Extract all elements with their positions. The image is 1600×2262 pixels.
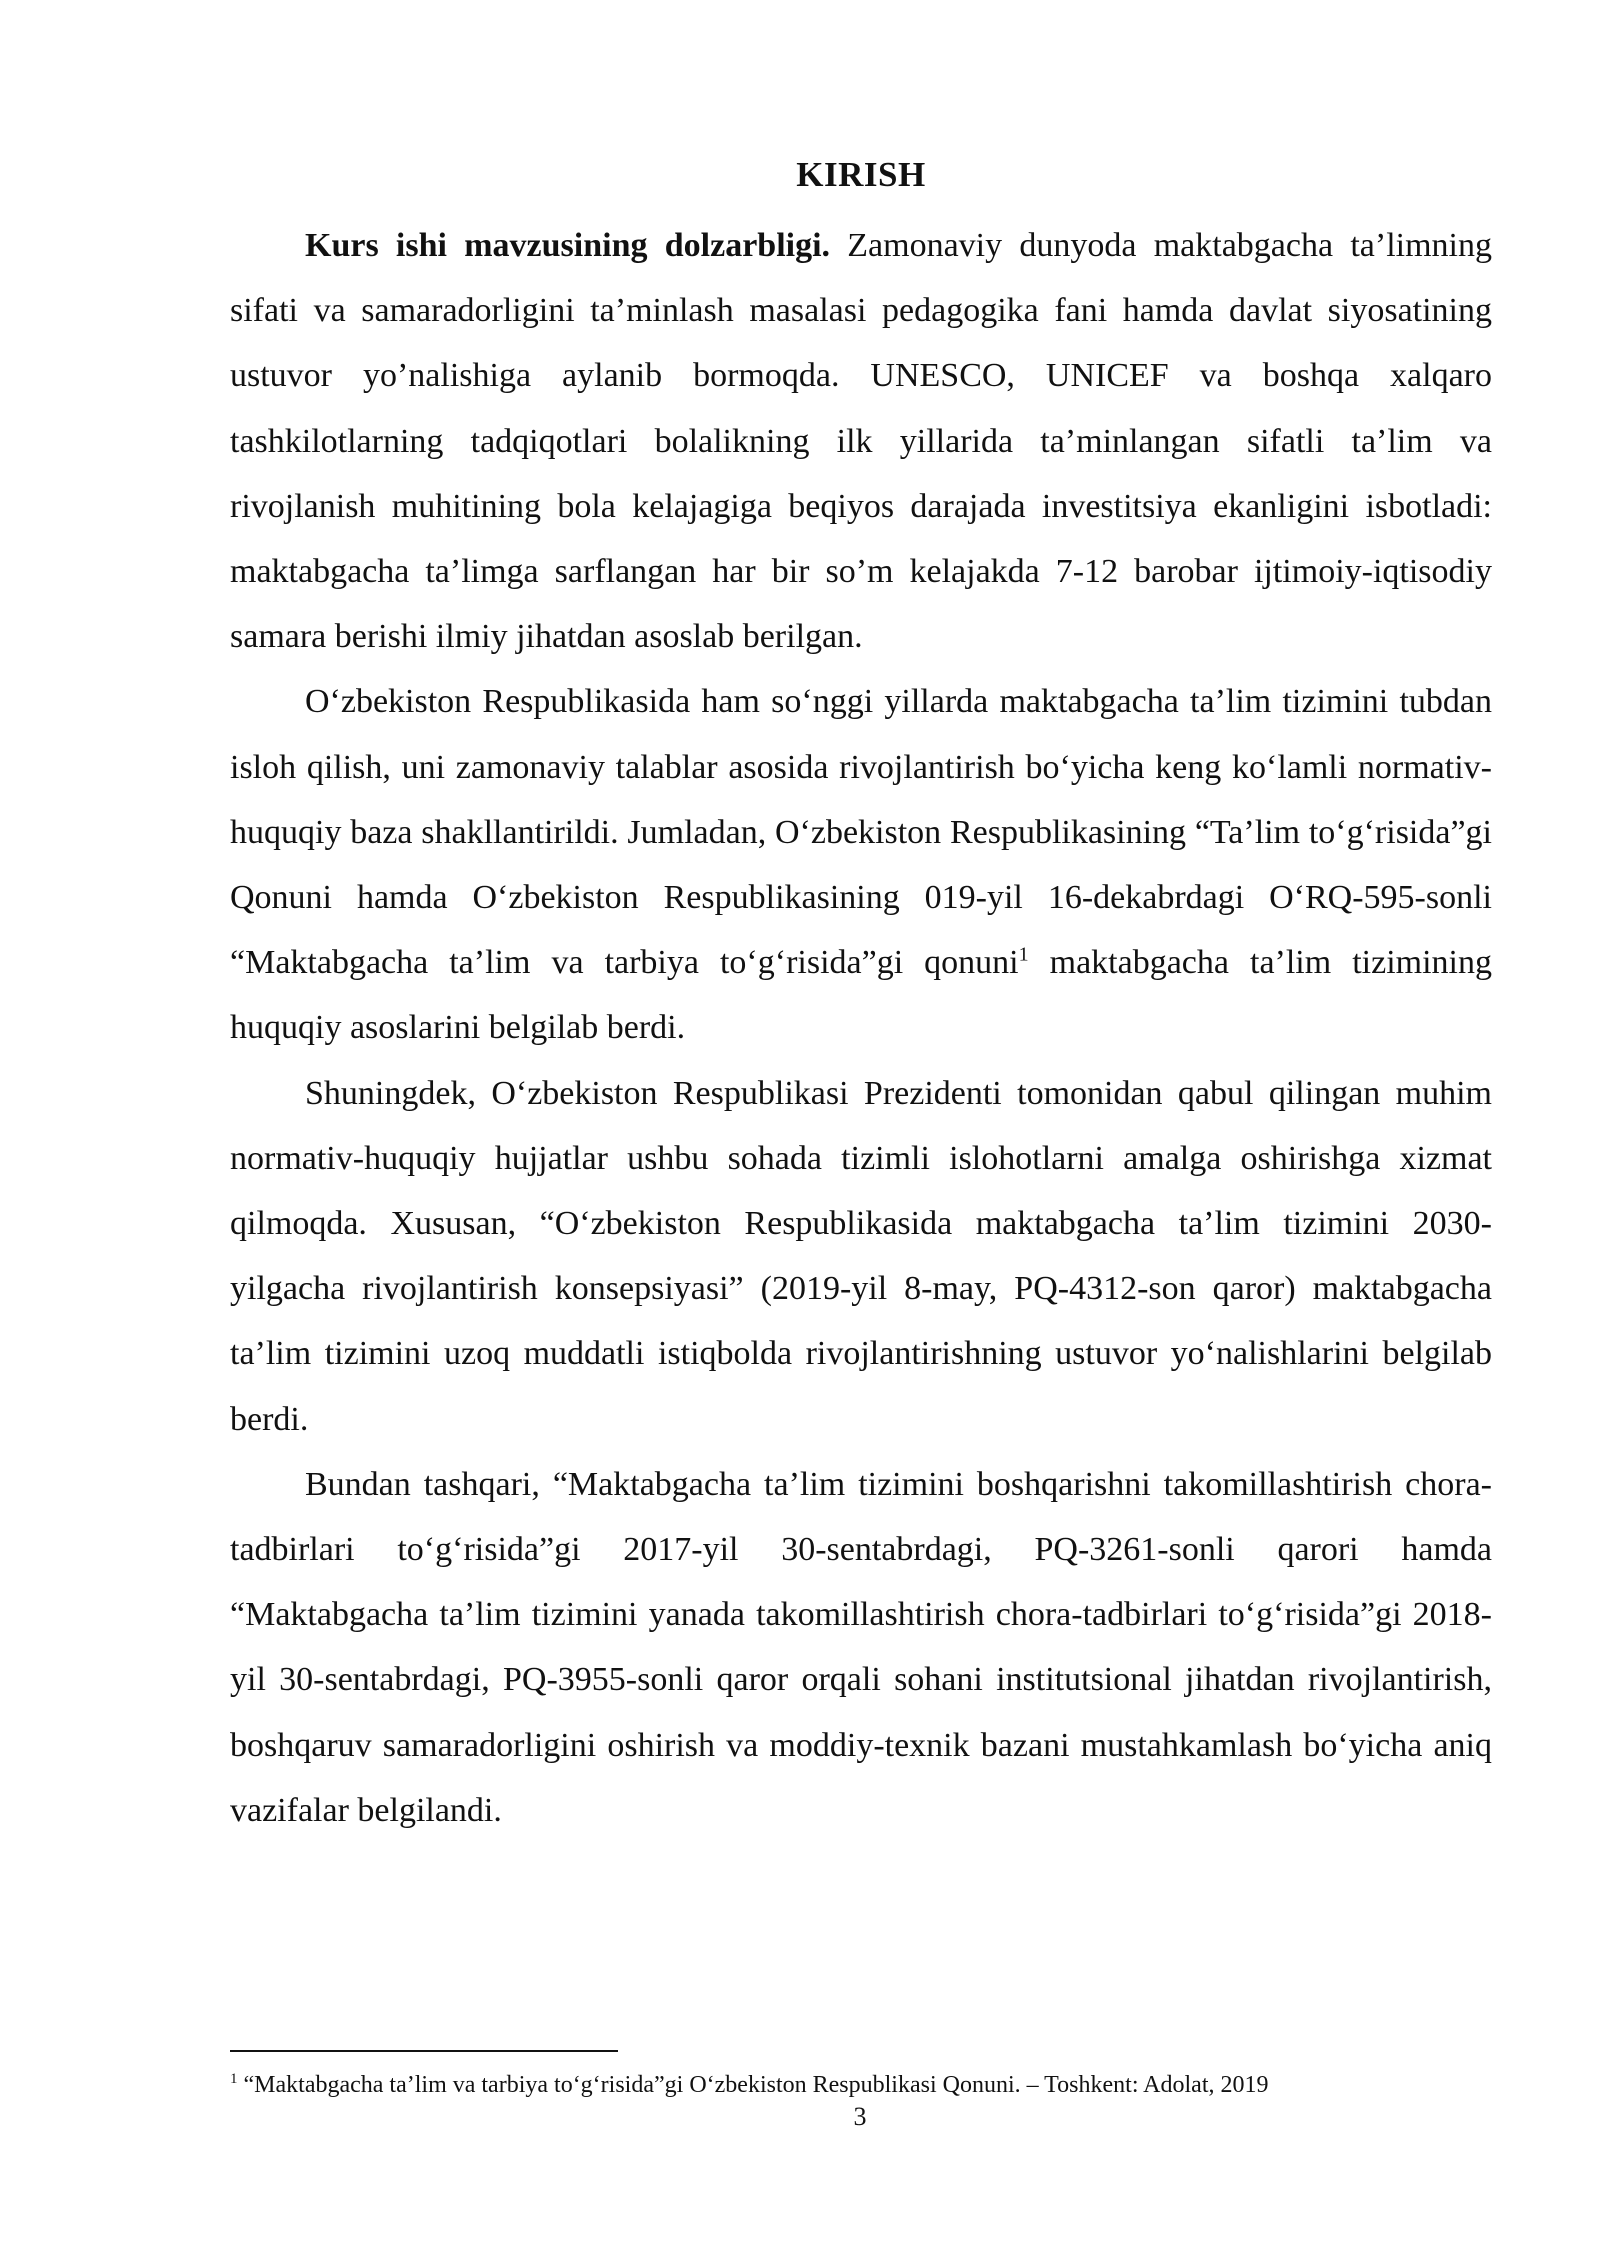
footnote-separator: [230, 2050, 618, 2052]
paragraph-4: [230, 1452, 1492, 1843]
footnote-marker: 1: [230, 2071, 238, 2087]
paragraph-text: maktabgacha ta’lim tizimining huquqiy asoslarini belgilab berdi.: [230, 944, 1492, 1047]
paragraph-2: [230, 669, 1492, 1060]
footnote: [230, 2068, 1492, 2102]
paragraph-text: O‘zbekiston Respublikasida ham so‘nggi yillarda maktabgacha ta’lim tizimini tubdan isloh qilish, uni zamonaviy talablar asosida rivojlantirish bo‘yicha keng ko‘lamli normativ-huquqiy baza shakllantirildi. Jumladan, O‘zbekiston Respublikasining “Ta’lim to‘g‘risida”gi Qonuni hamda O‘zbekiston Respublikasining 019-yil 16-dekabrdagi O‘RQ-595-sonli “Maktabgacha ta’lim va tarbiya to‘g‘risida”gi qonuni: [230, 683, 1492, 982]
section-title: KIRISH: [796, 155, 926, 194]
paragraph-text: Shuningdek, O‘zbekiston Respublikasi Prezidenti tomonidan qabul qilingan muhim normativ-huquqiy hujjatlar ushbu sohada tizimli islohotlarni amalga oshirishga xizmat qilmoqda. Xususan, “O‘zbekiston Respublikasida maktabgacha ta’lim tizimini 2030-yilgacha rivojlantirish konsepsiyasi” (2019-yil 8-may, PQ-4312-son qaror) maktabgacha ta’lim tizimini uzoq muddatli istiqbolda rivojlantirishning ustuvor yo‘nalishlarini belgilab berdi.: [230, 1074, 1492, 1438]
footnote-reference[interactable]: 1: [1018, 943, 1029, 966]
paragraph-lead: Kurs ishi mavzusining dolzarbligi.: [305, 227, 831, 264]
footnote-text: “Maktabgacha ta’lim va tarbiya to‘g‘risida”gi O‘zbekiston Respublikasi Qonuni. – Toshkent: Adolat, 2019: [237, 2072, 1269, 2098]
paragraph-text: Zamonaviy dunyoda maktabgacha ta’limning sifati va samaradorligini ta’minlash masalasi pedagogika fani hamda davlat siyosatining ustuvor yo’nalishiga aylanib bormoqda. UNESCO, UNICEF va boshqa xalqaro tashkilotlarning tadqiqotlari bolalikning ilk yillarida ta’minlangan sifatli ta’lim va rivojlanish muhitining bola kelajagiga beqiyos darajada investitsiya ekanligini isbotladi: maktabgacha ta’limga sarflangan har bir so’m kelajakda 7-12 barobar ijtimoiy-iqtisodiy samara berishi ilmiy jihatdan asoslab berilgan.: [230, 227, 1492, 656]
paragraph-3: [230, 1061, 1492, 1452]
page-body: [230, 145, 1492, 1843]
paragraph-1: [230, 213, 1492, 669]
paragraph-text: Bundan tashqari, “Maktabgacha ta’lim tizimini boshqarishni takomillashtirish chora-tadbirlari to‘g‘risida”gi 2017-yil 30-sentabrdagi, PQ-3261-sonli qarori hamda “Maktabgacha ta’lim tizimini yanada takomillashtirish chora-tadbirlari to‘g‘risida”gi 2018-yil 30-sentabrdagi, PQ-3955-sonli qaror orqali sohani institutsional jihatdan rivojlantirish, boshqaruv samaradorligini oshirish va moddiy-texnik bazani mustahkamlash bo‘yicha aniq vazifalar belgilandi.: [230, 1465, 1492, 1829]
page-number: 3: [853, 2102, 867, 2131]
